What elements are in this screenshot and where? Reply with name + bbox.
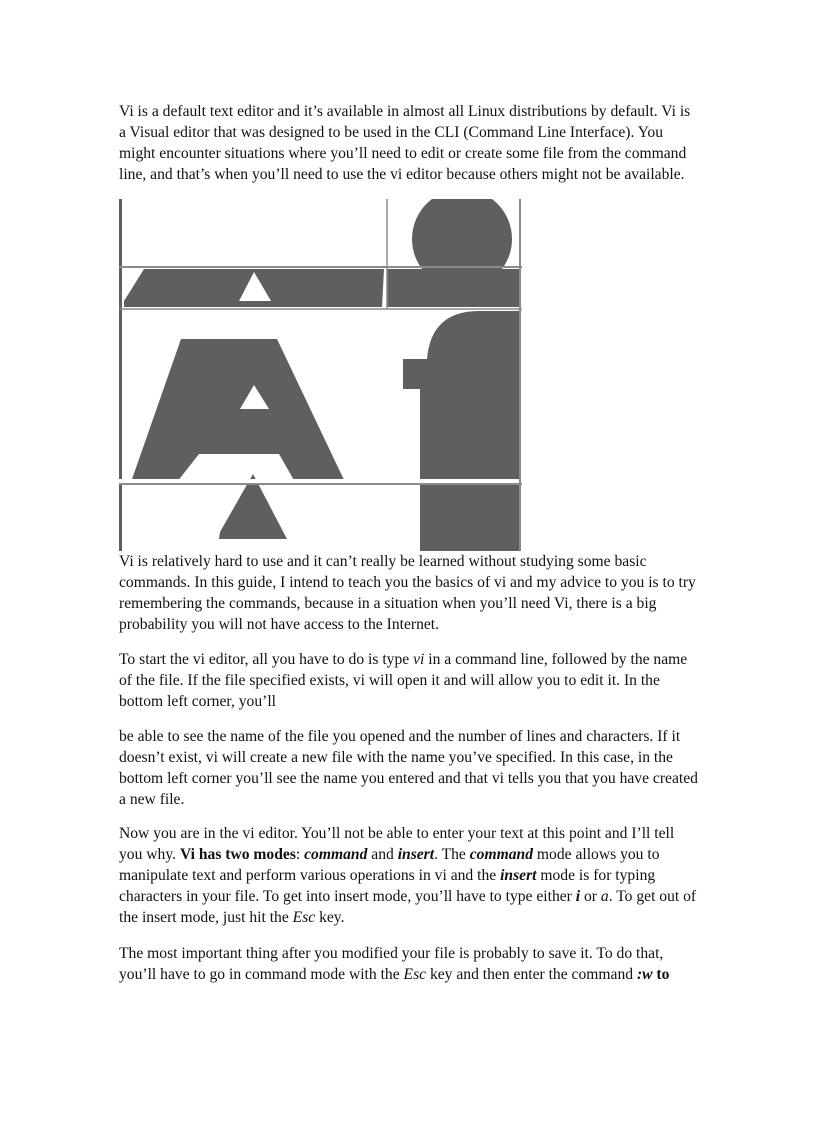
- key-esc: Esc: [403, 966, 427, 983]
- paragraph-save: [119, 943, 699, 985]
- text-run: The most important thing after you modified your file is probably to save it. To do that, you’ll have to go in command mode with the: [119, 945, 664, 983]
- key-i: i: [575, 888, 581, 905]
- text-run: . The: [434, 846, 470, 863]
- text-run: key and then enter the command: [426, 966, 637, 983]
- key-esc: Esc: [292, 909, 316, 926]
- text-run: Now you are in the vi editor. You’ll not be able to enter your text at this point and I’ll tell you why.: [119, 825, 675, 863]
- key-a: a: [600, 888, 609, 905]
- text-run: in a command line, followed by the name of the file. If the file specified exists, vi will open it and will allow you to edit it. In the bottom left corner, you’ll: [119, 651, 688, 710]
- text-run: or: [580, 888, 601, 905]
- head-band: [387, 269, 520, 307]
- paragraph-intro: Vi is a default text editor and it’s available in almost all Linux distributions by default. Vi is a Visual editor that was designed to be used in the CLI (Command Line Interface). You might encounter situations where you’ll need to edit or create some file from the command line, and that’s when you’ll need to use the vi editor because others might not be available.: [119, 103, 691, 183]
- paragraph-learning: Vi is relatively hard to use and it can’t really be learned without studying some basic commands. In this guide, I intend to teach you the basics of vi and my advice to you is to try remembering the commands, because in a situation when you’ll need Vi, there is a big probability you will not have access to the Internet.: [119, 553, 696, 633]
- i-shape: [403, 311, 520, 551]
- term-insert: insert: [500, 867, 537, 884]
- paragraph-modes: [119, 823, 699, 928]
- paragraph-file-info: be able to see the name of the file you opened and the number of lines and characters. If it doesn’t exist, vi will create a new file with the name you’ve specified. In this case, in the bottom left corner you’ll see the name you entered and that vi tells you that you have created a new file.: [119, 728, 698, 808]
- text-run: and: [367, 846, 398, 863]
- text-run: key.: [315, 909, 345, 926]
- command-vi: vi: [413, 651, 425, 668]
- text-run: :: [295, 846, 305, 863]
- text-run: To start the vi editor, all you have to do is type: [119, 651, 414, 668]
- paragraph-start-vi: [119, 649, 699, 712]
- text-run: mode is for typing characters in your file. To get into insert mode, you’ll have to type either: [119, 867, 656, 905]
- a-shape: [131, 339, 345, 482]
- vi-logo-figure: [119, 199, 522, 551]
- text-run: mode allows you to manipulate text and perform various operations in vi and the: [119, 846, 660, 884]
- modes-heading: Vi has two modes: [179, 846, 296, 863]
- term-command: command: [469, 846, 534, 863]
- vertical-rule: [119, 199, 122, 551]
- text-run-bold: to: [652, 966, 670, 983]
- text-run: . To get out of the insert mode, just hit the: [119, 888, 697, 926]
- term-insert: insert: [397, 846, 435, 863]
- vi-logo-shapes: [119, 199, 520, 551]
- term-command: command: [304, 846, 368, 863]
- command-write: :w: [636, 966, 653, 983]
